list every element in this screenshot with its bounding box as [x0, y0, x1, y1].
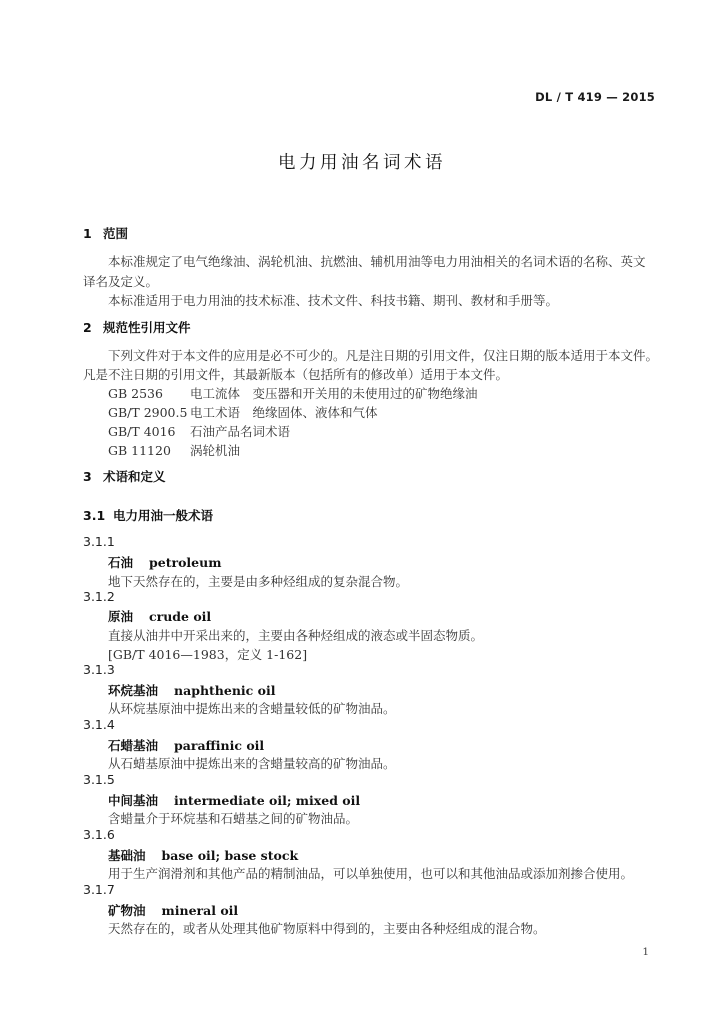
term-chinese: 环烷基油 — [108, 683, 159, 698]
term-entry — [108, 736, 264, 754]
page-number: 1 — [642, 946, 649, 958]
section-2-heading — [83, 318, 191, 336]
term-english: intermediate oil; mixed oil — [174, 793, 361, 808]
section-number: 2 — [83, 320, 92, 335]
section-2-para-line2: 凡是不注日期的引用文件，其最新版本（包括所有的修改单）适用于本文件。 — [83, 367, 509, 382]
term-english: mineral oil — [161, 903, 239, 918]
reference-code: GB 11120 — [108, 443, 171, 458]
term-english: crude oil — [149, 609, 212, 624]
reference-code: GB/T 2900.5 — [108, 405, 188, 420]
term-definition: 从环烷基原油中提炼出来的含蜡量较低的矿物油品。 — [108, 701, 396, 716]
subsection-number: 3.1 — [83, 508, 106, 523]
reference-title: 电工术语 绝缘固体、液体和气体 — [190, 405, 378, 420]
section-title: 术语和定义 — [103, 469, 166, 484]
reference-title: 石油产品名词术语 — [190, 424, 291, 439]
term-number: 3.1.5 — [83, 772, 115, 787]
term-chinese: 基础油 — [108, 848, 146, 863]
term-definition: 用于生产润滑剂和其他产品的精制油品，可以单独使用，也可以和其他油品或添加剂掺合使用。 — [108, 866, 634, 881]
reference-code: GB 2536 — [108, 386, 163, 401]
term-source: [GB/T 4016—1983，定义 1-162] — [108, 647, 308, 662]
term-definition: 直接从油井中开采出来的，主要由各种烃组成的液态或半固态物质。 — [108, 628, 484, 643]
term-definition: 从石蜡基原油中提炼出来的含蜡量较高的矿物油品。 — [108, 756, 396, 771]
reference-title: 涡轮机油 — [190, 443, 241, 458]
section-number: 1 — [83, 226, 92, 241]
term-english: base oil; base stock — [161, 848, 299, 863]
section-2-para-line1: 下列文件对于本文件的应用是必不可少的。凡是注日期的引用文件，仅注日期的版本适用于本文件。 — [108, 348, 659, 363]
term-entry — [108, 901, 238, 919]
section-number: 3 — [83, 469, 92, 484]
term-definition: 含蜡量介于环烷基和石蜡基之间的矿物油品。 — [108, 811, 359, 826]
term-entry — [108, 553, 221, 571]
term-number: 3.1.7 — [83, 882, 115, 897]
term-chinese: 中间基油 — [108, 793, 159, 808]
term-entry — [108, 607, 211, 625]
normative-reference — [108, 441, 240, 459]
section-1-para2: 本标准适用于电力用油的技术标准、技术文件、科技书籍、期刊、教材和手册等。 — [108, 293, 559, 308]
normative-reference — [108, 384, 478, 402]
section-3-heading — [83, 467, 166, 485]
standard-code: DL / T 419 — 2015 — [535, 90, 655, 104]
term-number: 3.1.3 — [83, 662, 115, 677]
term-chinese: 原油 — [108, 609, 134, 624]
section-title: 规范性引用文件 — [103, 320, 191, 335]
normative-reference — [108, 422, 290, 440]
reference-title: 电工流体 变压器和开关用的未使用过的矿物绝缘油 — [190, 386, 478, 401]
term-entry — [108, 681, 275, 699]
term-number: 3.1.6 — [83, 827, 115, 842]
term-english: petroleum — [149, 555, 222, 570]
term-definition: 地下天然存在的，主要是由多种烃组成的复杂混合物。 — [108, 574, 409, 589]
normative-reference — [108, 403, 378, 421]
term-english: naphthenic oil — [174, 683, 276, 698]
term-chinese: 矿物油 — [108, 903, 146, 918]
section-1-para1-line2: 译名及定义。 — [83, 274, 159, 289]
term-number: 3.1.2 — [83, 589, 115, 604]
term-chinese: 石油 — [108, 555, 134, 570]
section-title: 范围 — [103, 226, 129, 241]
subsection-title: 电力用油一般术语 — [113, 508, 214, 523]
term-english: paraffinic oil — [174, 738, 265, 753]
term-number: 3.1.1 — [83, 534, 115, 549]
document-title: 电力用油名词术语 — [278, 153, 446, 173]
section-1-heading — [83, 224, 128, 242]
term-entry — [108, 791, 360, 809]
term-number: 3.1.4 — [83, 717, 115, 732]
term-definition: 天然存在的，或者从处理其他矿物原料中得到的，主要由各种烃组成的混合物。 — [108, 921, 546, 936]
reference-code: GB/T 4016 — [108, 424, 176, 439]
term-chinese: 石蜡基油 — [108, 738, 159, 753]
section-3-1-heading — [83, 506, 213, 524]
term-entry — [108, 846, 298, 864]
section-1-para1-line1: 本标准规定了电气绝缘油、涡轮机油、抗燃油、辅机用油等电力用油相关的名词术语的名称、英文 — [108, 254, 646, 269]
